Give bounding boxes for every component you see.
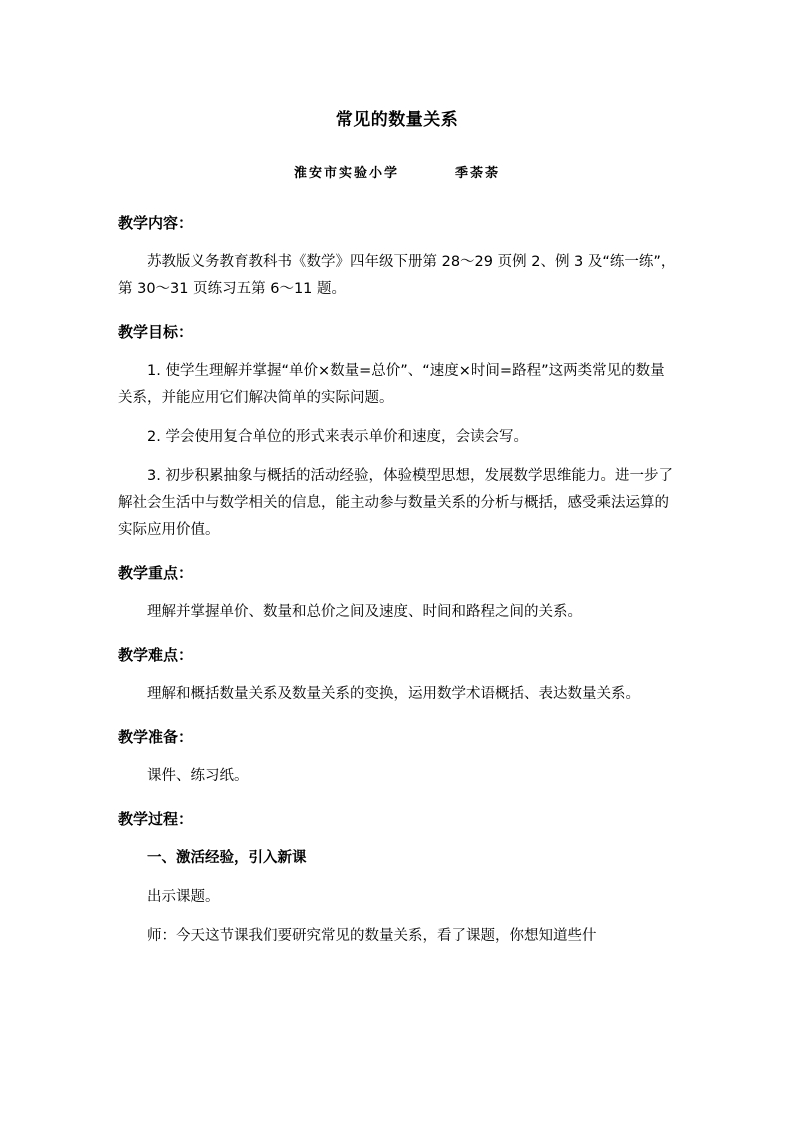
heading-difficulties: 教学难点： xyxy=(118,646,194,664)
heading-process: 教学过程： xyxy=(118,810,194,828)
goal-item-1: 1. 使学生理解并掌握“单价×数量=总价”、“速度×时间=路程”这两类常见的数量关系，并能应用它们解决简单的实际问题。 xyxy=(118,363,665,406)
heading-preparation: 教学准备： xyxy=(118,728,194,746)
heading-goals: 教学目标： xyxy=(118,323,194,341)
paragraph-step-1-b: 师：今天这节课我们要研究常见的数量关系，看了课题，你想知道些什 xyxy=(147,928,597,944)
heading-key-points: 教学重点： xyxy=(118,564,194,582)
goal-item-2: 2. 学会使用复合单位的形式来表示单价和速度，会读会写。 xyxy=(147,429,528,445)
goal-item-3: 3. 初步积累抽象与概括的活动经验，体验模型思想，发展数学思维能力。进一步了解社会生活中与数学相关的信息，能主动参与数量关系的分析与概括，感受乘法运算的实际应用价值。 xyxy=(118,468,673,538)
paragraph-step-1-a: 出示课题。 xyxy=(147,889,220,905)
heading-content: 教学内容： xyxy=(118,214,194,232)
author-name: 季荼荼 xyxy=(455,166,501,181)
paragraph-difficulties: 理解和概括数量关系及数量关系的变换，运用数学术语概括、表达数量关系。 xyxy=(147,686,640,702)
page-title: 常见的数量关系 xyxy=(335,110,459,130)
byline xyxy=(0,162,794,181)
paragraph-content: 苏教版义务教育教科书《数学》四年级下册第 28～29 页例 2、例 3 及“练一练”，第 30～31 页练习五第 6～11 题。 xyxy=(118,254,676,297)
paragraph-key-points: 理解并掌握单价、数量和总价之间及速度、时间和路程之间的关系。 xyxy=(147,604,582,620)
document-body xyxy=(118,210,678,950)
school-name: 淮安市实验小学 xyxy=(293,166,399,181)
subheading-step-1: 一、激活经验，引入新课 xyxy=(147,850,307,866)
paragraph-preparation: 课件、练习纸。 xyxy=(147,768,249,784)
